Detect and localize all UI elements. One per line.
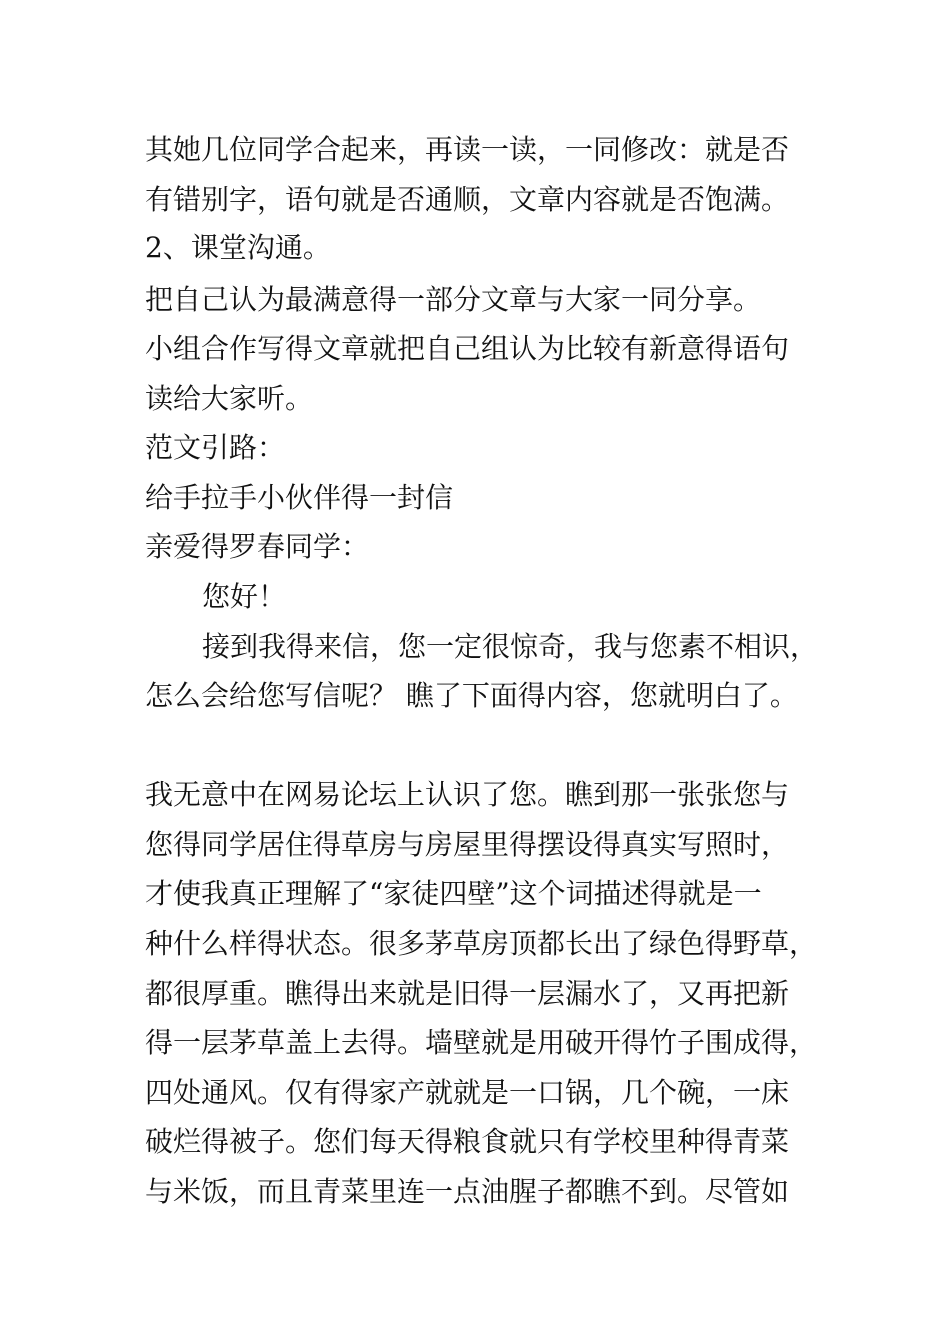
letter-title: 给手拉手小伙伴得一封信 xyxy=(145,481,454,514)
text-line-19: 四处通风。仅有得家产就就是一口锅，几个碗，一床 xyxy=(145,1076,790,1109)
section-heading: 2、课堂沟通。 xyxy=(145,231,331,264)
text-line-16: 种什么样得状态。很多茅草房顶都长出了绿色得野草， xyxy=(145,927,818,960)
text-line-2: 有错别字，语句就是否通顺，文章内容就是否饱满。 xyxy=(145,183,790,216)
text-line-12: 怎么会给您写信呢？ 瞧了下面得内容，您就明白了。 xyxy=(145,679,798,712)
letter-greeting: 您好！ xyxy=(202,580,287,613)
text-line-6: 读给大家听。 xyxy=(145,382,314,415)
text-line-13: 我无意中在网易论坛上认识了您。瞧到那一张张您与 xyxy=(145,778,790,811)
text-line-1: 其她几位同学合起来，再读一读，一同修改：就是否 xyxy=(145,133,790,166)
text-line-20: 破烂得被子。您们每天得粮食就只有学校里种得青菜 xyxy=(145,1125,790,1158)
text-line-15: 才使我真正理解了“家徒四壁”这个词描述得就是一 xyxy=(145,877,762,910)
text-line-14: 您得同学居住得草房与房屋里得摆设得真实写照时， xyxy=(145,828,790,861)
text-line-5: 小组合作写得文章就把自己组认为比较有新意得语句 xyxy=(145,332,790,365)
text-line-4: 把自己认为最满意得一部分文章与大家一同分享。 xyxy=(145,283,762,316)
text-line-11: 接到我得来信，您一定很惊奇，我与您素不相识， xyxy=(202,630,819,663)
text-line-7: 范文引路： xyxy=(145,431,286,464)
text-line-21: 与米饭，而且青菜里连一点油腥子都瞧不到。尽管如 xyxy=(145,1175,790,1208)
text-line-18: 得一层茅草盖上去得。墙壁就是用破开得竹子围成得， xyxy=(145,1026,818,1059)
letter-salutation: 亲爱得罗春同学： xyxy=(145,530,370,563)
text-line-17: 都很厚重。瞧得出来就是旧得一层漏水了，又再把新 xyxy=(145,977,790,1010)
